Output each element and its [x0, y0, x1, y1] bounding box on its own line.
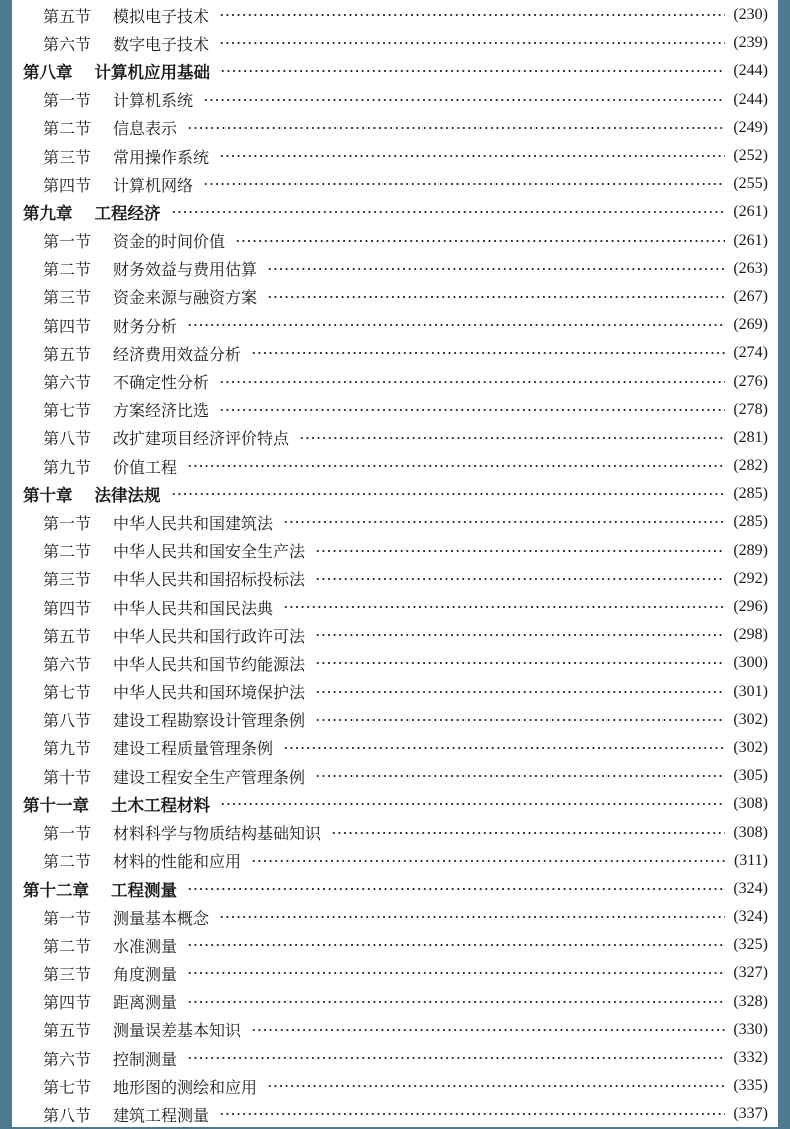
- toc-section-entry: [12, 396, 778, 424]
- dot-leader: [315, 690, 725, 694]
- toc-entry-page-number: (292): [733, 569, 768, 587]
- dot-leader: [315, 577, 725, 581]
- dot-leader: [187, 1056, 725, 1060]
- dot-leader: [283, 605, 725, 609]
- dot-leader: [331, 831, 725, 835]
- toc-entry-page-number: (285): [733, 513, 768, 531]
- toc-entry-number: 第六节: [43, 34, 92, 54]
- toc-entry-title: 中华人民共和国安全生产法: [113, 542, 306, 562]
- toc-entry-title: 材料科学与物质结构基础知识: [113, 824, 322, 844]
- dot-leader: [267, 267, 725, 271]
- toc-entry-title: 测量基本概念: [113, 908, 210, 928]
- dot-leader: [251, 859, 726, 863]
- dot-leader: [219, 154, 725, 158]
- toc-entry-page-number: (302): [733, 710, 768, 728]
- toc-entry-title: 计算机应用基础: [94, 63, 210, 83]
- toc-section-entry: [12, 1100, 778, 1128]
- toc-entry-page-number: (305): [733, 767, 768, 785]
- toc-entry-number: 第四节: [43, 175, 92, 195]
- toc-section-entry: [12, 508, 778, 536]
- toc-entry-title: 中华人民共和国环境保护法: [113, 683, 306, 703]
- dot-leader: [251, 1028, 725, 1032]
- toc-entry-number: 第八节: [43, 1105, 92, 1125]
- dot-leader: [220, 802, 725, 806]
- toc-entry-number: 第一节: [43, 824, 92, 844]
- toc-entry-page-number: (327): [733, 964, 768, 982]
- toc-section-entry: [12, 959, 778, 987]
- toc-section-entry: [12, 424, 778, 452]
- toc-section-entry: [12, 227, 778, 255]
- toc-entry-page-number: (325): [733, 936, 768, 954]
- toc-chapter-entry: [12, 198, 778, 226]
- toc-chapter-entry: [12, 790, 778, 818]
- toc-entry-page-number: (267): [733, 287, 768, 305]
- toc-entry-title: 中华人民共和国民法典: [113, 598, 274, 618]
- dot-leader: [171, 210, 726, 214]
- dot-leader: [299, 436, 725, 440]
- toc-entry-title: 中华人民共和国行政许可法: [113, 626, 306, 646]
- toc-section-entry: [12, 255, 778, 283]
- dot-leader: [235, 239, 725, 243]
- toc-section-entry: [12, 931, 778, 959]
- toc-section-entry: [12, 593, 778, 621]
- dot-leader: [171, 492, 726, 496]
- toc-section-entry: [12, 678, 778, 706]
- toc-entry-page-number: (255): [733, 175, 768, 193]
- toc-entry-number: 第九节: [43, 457, 92, 477]
- toc-entry-title: 材料的性能和应用: [113, 852, 242, 872]
- dot-leader: [187, 943, 725, 947]
- toc-entry-title: 计算机系统: [113, 91, 194, 111]
- dot-leader: [187, 323, 725, 327]
- toc-entry-page-number: (230): [733, 6, 768, 24]
- toc-entry-number: 第六节: [43, 373, 92, 393]
- toc-entry-page-number: (332): [733, 1049, 768, 1067]
- toc-entry-page-number: (311): [733, 851, 768, 869]
- toc-entry-page-number: (239): [733, 34, 768, 52]
- toc-entry-number: 第八章: [23, 63, 73, 83]
- toc-entry-number: 第五节: [43, 1021, 92, 1041]
- toc-section-entry: [12, 1016, 778, 1044]
- dot-leader: [187, 971, 725, 975]
- toc-entry-page-number: (296): [733, 598, 768, 616]
- toc-entry-page-number: (278): [733, 400, 768, 418]
- dot-leader: [219, 915, 725, 919]
- toc-entry-number: 第二节: [43, 852, 92, 872]
- toc-entry-page-number: (328): [733, 992, 768, 1010]
- toc-section-entry: [12, 170, 778, 198]
- toc-section-entry: [12, 565, 778, 593]
- toc-entry-number: 第一节: [43, 908, 92, 928]
- toc-entry-page-number: (269): [733, 316, 768, 334]
- toc-entry-number: 第五节: [43, 626, 92, 646]
- toc-entry-page-number: (263): [733, 259, 768, 277]
- toc-entry-title: 测量误差基本知识: [113, 1021, 242, 1041]
- toc-entry-page-number: (249): [733, 118, 768, 136]
- toc-entry-number: 第十二章: [23, 880, 89, 900]
- toc-entry-title: 工程测量: [111, 880, 177, 900]
- toc-entry-title: 财务效益与费用估算: [113, 260, 258, 280]
- toc-entry-page-number: (274): [733, 344, 768, 362]
- toc-entry-number: 第十节: [43, 767, 92, 787]
- toc-entry-title: 资金的时间价值: [113, 232, 226, 252]
- toc-entry-number: 第二节: [43, 260, 92, 280]
- dot-leader: [219, 408, 725, 412]
- toc-section-entry: [12, 706, 778, 734]
- toc-entry-page-number: (244): [733, 90, 768, 108]
- toc-section-entry: [12, 903, 778, 931]
- toc-entry-title: 建设工程质量管理条例: [113, 739, 274, 759]
- toc-section-entry: [12, 1, 778, 29]
- dot-leader: [315, 774, 725, 778]
- toc-entry-title: 模拟电子技术: [113, 6, 210, 26]
- toc-entry-title: 资金来源与融资方案: [113, 288, 258, 308]
- toc-entry-page-number: (308): [733, 795, 768, 813]
- toc-entry-title: 法律法规: [94, 486, 161, 506]
- toc-entry-number: 第六节: [43, 1049, 92, 1069]
- toc-entry-number: 第六节: [43, 654, 92, 674]
- toc-entry-number: 第三节: [43, 288, 92, 308]
- toc-entry-page-number: (252): [733, 147, 768, 165]
- toc-entry-title: 距离测量: [113, 993, 178, 1013]
- dot-leader: [267, 295, 725, 299]
- toc-entry-number: 第八节: [43, 711, 92, 731]
- toc-entry-number: 第八节: [43, 429, 92, 449]
- toc-section-entry: [12, 847, 778, 875]
- toc-section-entry: [12, 86, 778, 114]
- toc-entry-title: 水准测量: [113, 936, 178, 956]
- dot-leader: [267, 1084, 725, 1088]
- dot-leader: [219, 380, 725, 384]
- toc-entry-number: 第四节: [43, 316, 92, 336]
- table-of-contents: [12, 1, 778, 1129]
- toc-section-entry: [12, 1072, 778, 1100]
- toc-entry-page-number: (308): [733, 823, 768, 841]
- toc-section-entry: [12, 1044, 778, 1072]
- toc-entry-page-number: (289): [733, 541, 768, 559]
- toc-entry-title: 建设工程勘察设计管理条例: [113, 711, 306, 731]
- toc-entry-title: 改扩建项目经济评价特点: [113, 429, 290, 449]
- toc-section-entry: [12, 762, 778, 790]
- toc-section-entry: [12, 734, 778, 762]
- toc-entry-title: 计算机网络: [113, 175, 194, 195]
- toc-entry-page-number: (302): [733, 738, 768, 756]
- toc-section-entry: [12, 621, 778, 649]
- toc-entry-page-number: (301): [733, 682, 768, 700]
- toc-entry-page-number: (285): [733, 485, 768, 503]
- toc-chapter-entry: [12, 480, 778, 508]
- toc-entry-page-number: (261): [733, 231, 768, 249]
- toc-entry-number: 第二节: [43, 542, 92, 562]
- dot-leader: [315, 549, 725, 553]
- toc-entry-number: 第一节: [43, 232, 92, 252]
- toc-entry-title: 常用操作系统: [113, 147, 210, 167]
- toc-chapter-entry: [12, 875, 778, 903]
- toc-entry-number: 第七节: [43, 401, 92, 421]
- toc-entry-page-number: (330): [733, 1020, 768, 1038]
- toc-section-entry: [12, 537, 778, 565]
- dot-leader: [219, 1112, 725, 1116]
- dot-leader: [203, 182, 725, 186]
- toc-entry-title: 控制测量: [113, 1049, 178, 1069]
- toc-entry-number: 第三节: [43, 147, 92, 167]
- toc-section-entry: [12, 311, 778, 339]
- toc-entry-number: 第九章: [23, 204, 73, 224]
- toc-entry-title: 数字电子技术: [113, 34, 210, 54]
- toc-section-entry: [12, 452, 778, 480]
- dot-leader: [219, 13, 725, 17]
- toc-entry-number: 第四节: [43, 598, 92, 618]
- toc-entry-number: 第七节: [43, 683, 92, 703]
- dot-leader: [187, 126, 725, 130]
- toc-entry-title: 经济费用效益分析: [113, 344, 242, 364]
- toc-entry-page-number: (337): [733, 1105, 768, 1123]
- toc-entry-page-number: (324): [733, 879, 768, 897]
- dot-leader: [203, 98, 725, 102]
- toc-entry-title: 信息表示: [113, 119, 178, 139]
- dot-leader: [283, 520, 725, 524]
- toc-entry-title: 中华人民共和国节约能源法: [113, 654, 306, 674]
- toc-entry-number: 第九节: [43, 739, 92, 759]
- dot-leader: [187, 887, 725, 891]
- toc-entry-title: 价值工程: [113, 457, 178, 477]
- dot-leader: [315, 633, 725, 637]
- toc-entry-title: 中华人民共和国建筑法: [113, 513, 274, 533]
- toc-section-entry: [12, 818, 778, 846]
- dot-leader: [187, 1000, 725, 1004]
- toc-entry-title: 中华人民共和国招标投标法: [113, 570, 306, 590]
- dot-leader: [283, 746, 725, 750]
- toc-entry-number: 第二节: [43, 119, 92, 139]
- toc-entry-number: 第五节: [43, 344, 92, 364]
- toc-chapter-entry: [12, 57, 778, 85]
- toc-entry-page-number: (261): [733, 203, 768, 221]
- toc-entry-title: 土木工程材料: [111, 796, 210, 816]
- document-page: [12, 0, 778, 1127]
- toc-entry-number: 第一节: [43, 513, 92, 533]
- toc-entry-number: 第四节: [43, 993, 92, 1013]
- toc-entry-number: 第二节: [43, 936, 92, 956]
- toc-entry-number: 第三节: [43, 964, 92, 984]
- toc-entry-number: 第十一章: [23, 796, 89, 816]
- toc-entry-number: 第五节: [43, 6, 92, 26]
- toc-entry-title: 工程经济: [94, 204, 161, 224]
- toc-entry-number: 第三节: [43, 570, 92, 590]
- toc-entry-page-number: (244): [733, 62, 768, 80]
- toc-entry-title: 建筑工程测量: [113, 1105, 210, 1125]
- toc-entry-page-number: (335): [733, 1077, 768, 1095]
- toc-section-entry: [12, 988, 778, 1016]
- toc-entry-number: 第一节: [43, 91, 92, 111]
- toc-entry-page-number: (276): [733, 372, 768, 390]
- toc-section-entry: [12, 114, 778, 142]
- toc-section-entry: [12, 29, 778, 57]
- toc-entry-title: 不确定性分析: [113, 373, 210, 393]
- toc-entry-page-number: (324): [733, 908, 768, 926]
- toc-entry-title: 角度测量: [113, 964, 178, 984]
- toc-entry-number: 第十章: [23, 486, 73, 506]
- dot-leader: [220, 69, 725, 73]
- dot-leader: [219, 41, 725, 45]
- toc-entry-title: 建设工程安全生产管理条例: [113, 767, 306, 787]
- dot-leader: [315, 661, 725, 665]
- toc-entry-page-number: (298): [733, 626, 768, 644]
- toc-entry-page-number: (281): [733, 428, 768, 446]
- toc-section-entry: [12, 649, 778, 677]
- toc-entry-title: 财务分析: [113, 316, 178, 336]
- toc-entry-page-number: (282): [733, 457, 768, 475]
- dot-leader: [187, 464, 725, 468]
- dot-leader: [251, 351, 725, 355]
- toc-section-entry: [12, 142, 778, 170]
- toc-entry-number: 第七节: [43, 1077, 92, 1097]
- toc-entry-title: 方案经济比选: [113, 401, 210, 421]
- toc-section-entry: [12, 283, 778, 311]
- dot-leader: [315, 718, 725, 722]
- toc-section-entry: [12, 367, 778, 395]
- toc-entry-page-number: (300): [733, 654, 768, 672]
- toc-entry-title: 地形图的测绘和应用: [113, 1077, 258, 1097]
- toc-section-entry: [12, 339, 778, 367]
